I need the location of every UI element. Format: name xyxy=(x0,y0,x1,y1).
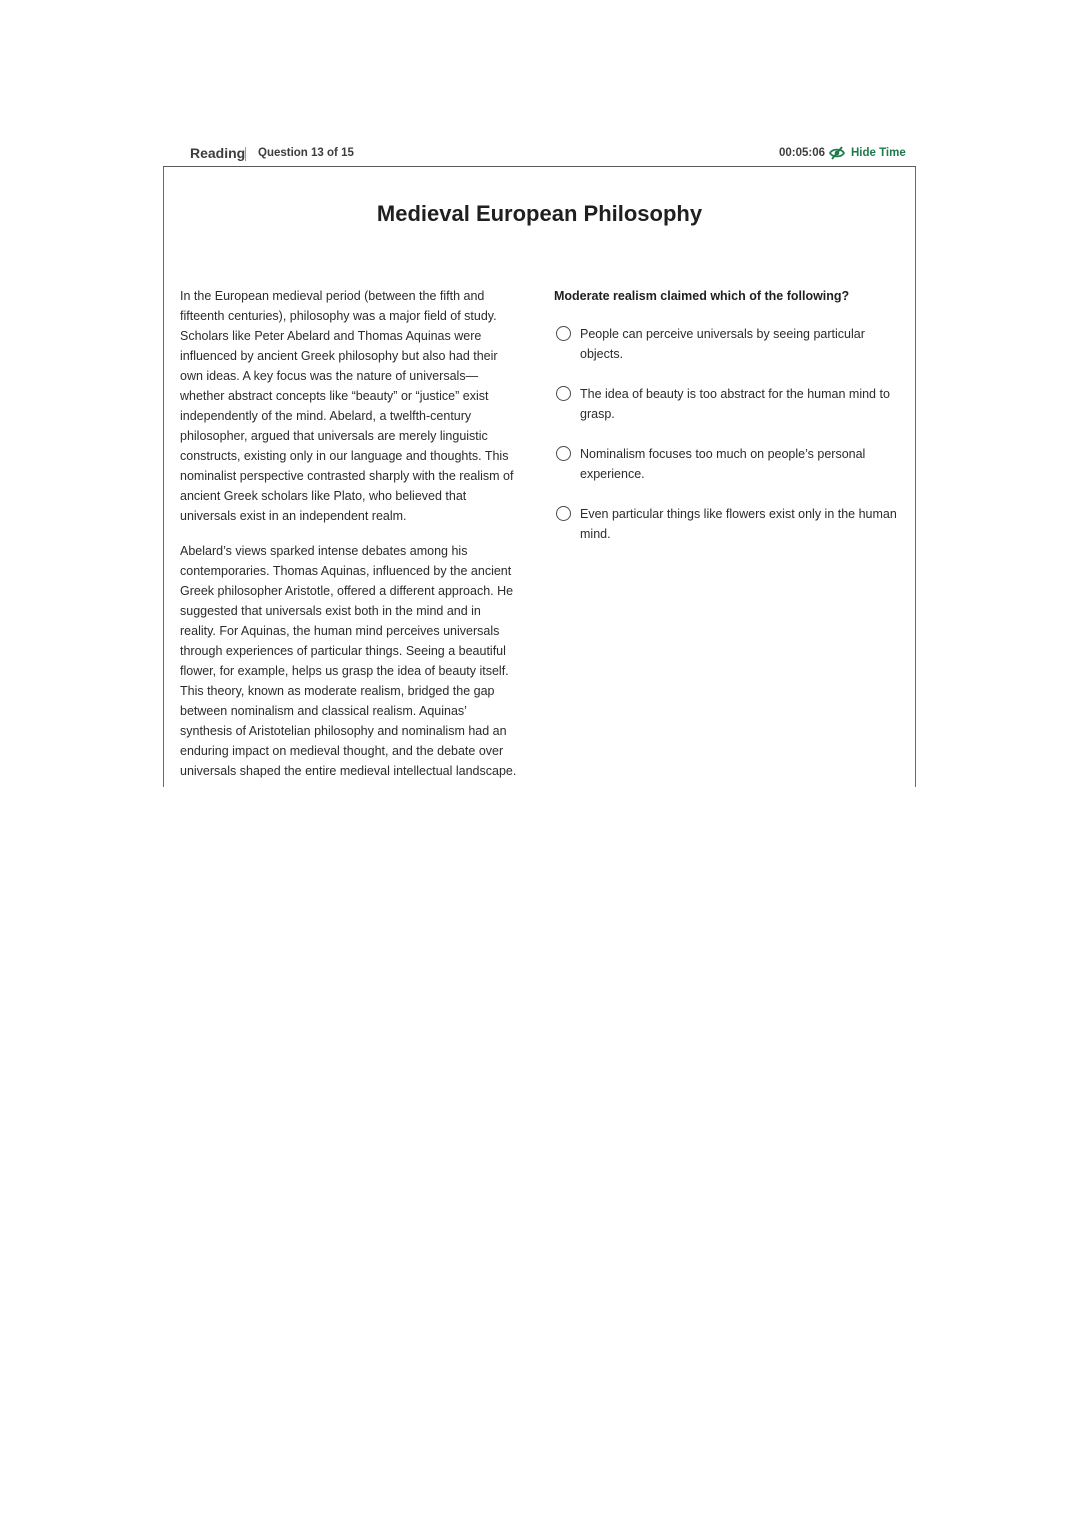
radio-button[interactable] xyxy=(556,506,571,521)
hide-time-button[interactable] xyxy=(829,144,906,162)
radio-button[interactable] xyxy=(556,386,571,401)
timer: 00:05:06 xyxy=(779,147,826,159)
question-stem: Moderate realism claimed which of the following? xyxy=(554,289,850,303)
answer-choice-4[interactable] xyxy=(554,504,904,544)
top-bar xyxy=(163,138,916,167)
header-divider xyxy=(245,147,246,161)
content-area xyxy=(163,167,916,787)
passage-paragraph-1: In the European medieval period (between the fifth and fifteenth centuries), philosophy was a major field of study. Scholars like Peter Abelard and Thomas Aquinas were influenced by ancient Greek philosophy but also had their own ideas. A key focus was the nature of universals—whether abstract concepts like “beauty” or “justice” exist independently of the mind. Abelard, a twelfth-century philosopher, argued that universals are merely linguistic constructs, existing only in our language and thoughts. This nominalist perspective contrasted sharply with the realism of ancient Greek scholars like Plato, who believed that universals exist in an independent realm. xyxy=(180,289,514,523)
choice-text: Even particular things like flowers exist only in the human mind. xyxy=(580,507,897,541)
answer-choice-2[interactable] xyxy=(554,384,904,424)
choice-text: The idea of beauty is too abstract for the human mind to grasp. xyxy=(580,387,890,421)
choice-text: People can perceive universals by seeing particular objects. xyxy=(580,327,865,361)
question-panel xyxy=(554,286,904,564)
radio-button[interactable] xyxy=(556,326,571,341)
question-counter: Question 13 of 15 xyxy=(258,147,354,159)
passage-title: Medieval European Philosophy xyxy=(376,201,703,226)
radio-button[interactable] xyxy=(556,446,571,461)
passage xyxy=(180,286,520,796)
answer-choice-3[interactable] xyxy=(554,444,904,484)
choice-text: Nominalism focuses too much on people’s personal experience. xyxy=(580,447,866,481)
passage-paragraph-2: Abelard’s views sparked intense debates among his contemporaries. Thomas Aquinas, influenced by the ancient Greek philosopher Aristotle, offered a different approach. He suggested that universals exist both in the mind and in reality. For Aquinas, the human mind perceives universals through experiences of particular things. Seeing a beautiful flower, for example, helps us grasp the idea of beauty itself. This theory, known as moderate realism, bridged the gap between nominalism and classical realism. Aquinas’ synthesis of Aristotelian philosophy and nominalism had an enduring impact on medieval thought, and the debate over universals shaped the entire medieval intellectual landscape. xyxy=(180,544,517,778)
answer-choice-1[interactable] xyxy=(554,324,904,364)
hide-time-label: Hide Time xyxy=(851,147,906,159)
eye-slash-icon xyxy=(829,146,845,160)
section-label: Reading xyxy=(190,145,246,161)
